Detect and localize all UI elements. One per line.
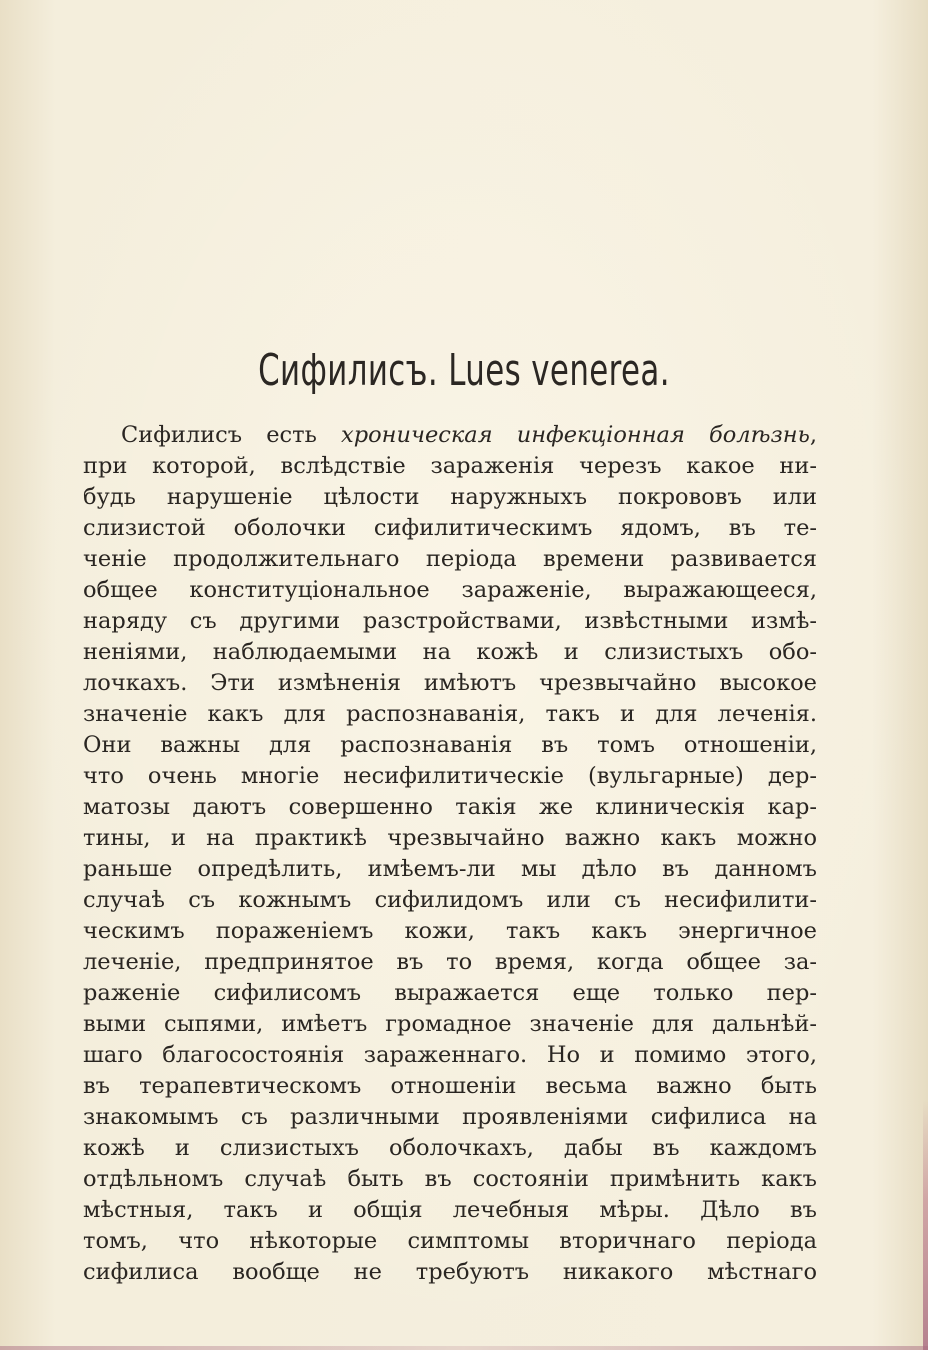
text-line bbox=[83, 420, 817, 451]
text-line: матозы даютъ совершенно такія же клиническія кар- bbox=[83, 794, 817, 820]
text-run: Сифилисъ есть bbox=[121, 422, 341, 448]
text-line: слизистой оболочки сифилитическимъ ядомъ, въ те- bbox=[83, 515, 817, 541]
text-line: раженіе сифилисомъ выражается еще только пер- bbox=[83, 980, 817, 1006]
text-line: леченіе, предпринятое въ то время, когда общее за- bbox=[83, 949, 817, 975]
text-line: сифилиса вообще не требуютъ никакого мѣстнаго bbox=[83, 1259, 817, 1285]
text-line: мѣстныя, такъ и общія лечебныя мѣры. Дѣло въ bbox=[83, 1197, 817, 1223]
page-edge-stain bbox=[923, 1100, 928, 1350]
text-line: отдѣльномъ случаѣ быть въ состояніи примѣнить какъ bbox=[83, 1166, 817, 1192]
text-run: , bbox=[809, 422, 817, 448]
text-line: значеніе какъ для распознаванія, такъ и для леченія. bbox=[83, 701, 817, 727]
text-line: ческимъ пораженіемъ кожи, такъ какъ энергичное bbox=[83, 918, 817, 944]
text-line: лочкахъ. Эти измѣненія имѣютъ чрезвычайно высокое bbox=[83, 670, 817, 696]
text-line: Они важны для распознаванія въ томъ отношеніи, bbox=[83, 732, 817, 758]
page-bottom-edge bbox=[0, 1346, 928, 1350]
text-line: въ терапевтическомъ отношеніи весьма важно быть bbox=[83, 1073, 817, 1099]
text-line: общее конституціональное зараженіе, выражающееся, bbox=[83, 577, 817, 603]
text-line: выми сыпями, имѣетъ громадное значеніе для дальнѣй- bbox=[83, 1011, 817, 1037]
text-line: при которой, вслѣдствіе зараженія черезъ какое ни- bbox=[83, 453, 817, 479]
text-line: неніями, наблюдаемыми на кожѣ и слизистыхъ обо- bbox=[83, 639, 817, 665]
text-line: кожѣ и слизистыхъ оболочкахъ, дабы въ каждомъ bbox=[83, 1135, 817, 1161]
italic-phrase: хроническая инфекціонная болѣзнь bbox=[341, 422, 810, 448]
text-line: шаго благосостоянія зараженнаго. Но и помимо этого, bbox=[83, 1042, 817, 1068]
text-line: будь нарушеніе цѣлости наружныхъ покрововъ или bbox=[83, 484, 817, 510]
text-line: наряду съ другими разстройствами, извѣстными измѣ- bbox=[83, 608, 817, 634]
text-line: ченіе продолжительнаго періода времени развивается bbox=[83, 546, 817, 572]
text-line: знакомымъ съ различными проявленіями сифилиса на bbox=[83, 1104, 817, 1130]
text-line: томъ, что нѣкоторые симптомы вторичнаго періода bbox=[83, 1228, 817, 1254]
text-line: что очень многіе несифилитическіе (вульгарные) дер- bbox=[83, 763, 817, 789]
body-paragraph bbox=[83, 420, 817, 1288]
text-line: тины, и на практикѣ чрезвычайно важно какъ можно bbox=[83, 825, 817, 851]
chapter-title: Сифилисъ. Lues venerea. bbox=[258, 345, 670, 396]
text-line: случаѣ съ кожнымъ сифилидомъ или съ несифилити- bbox=[83, 887, 817, 913]
text-line: раньше опредѣлить, имѣемъ-ли мы дѣло въ данномъ bbox=[83, 856, 817, 882]
